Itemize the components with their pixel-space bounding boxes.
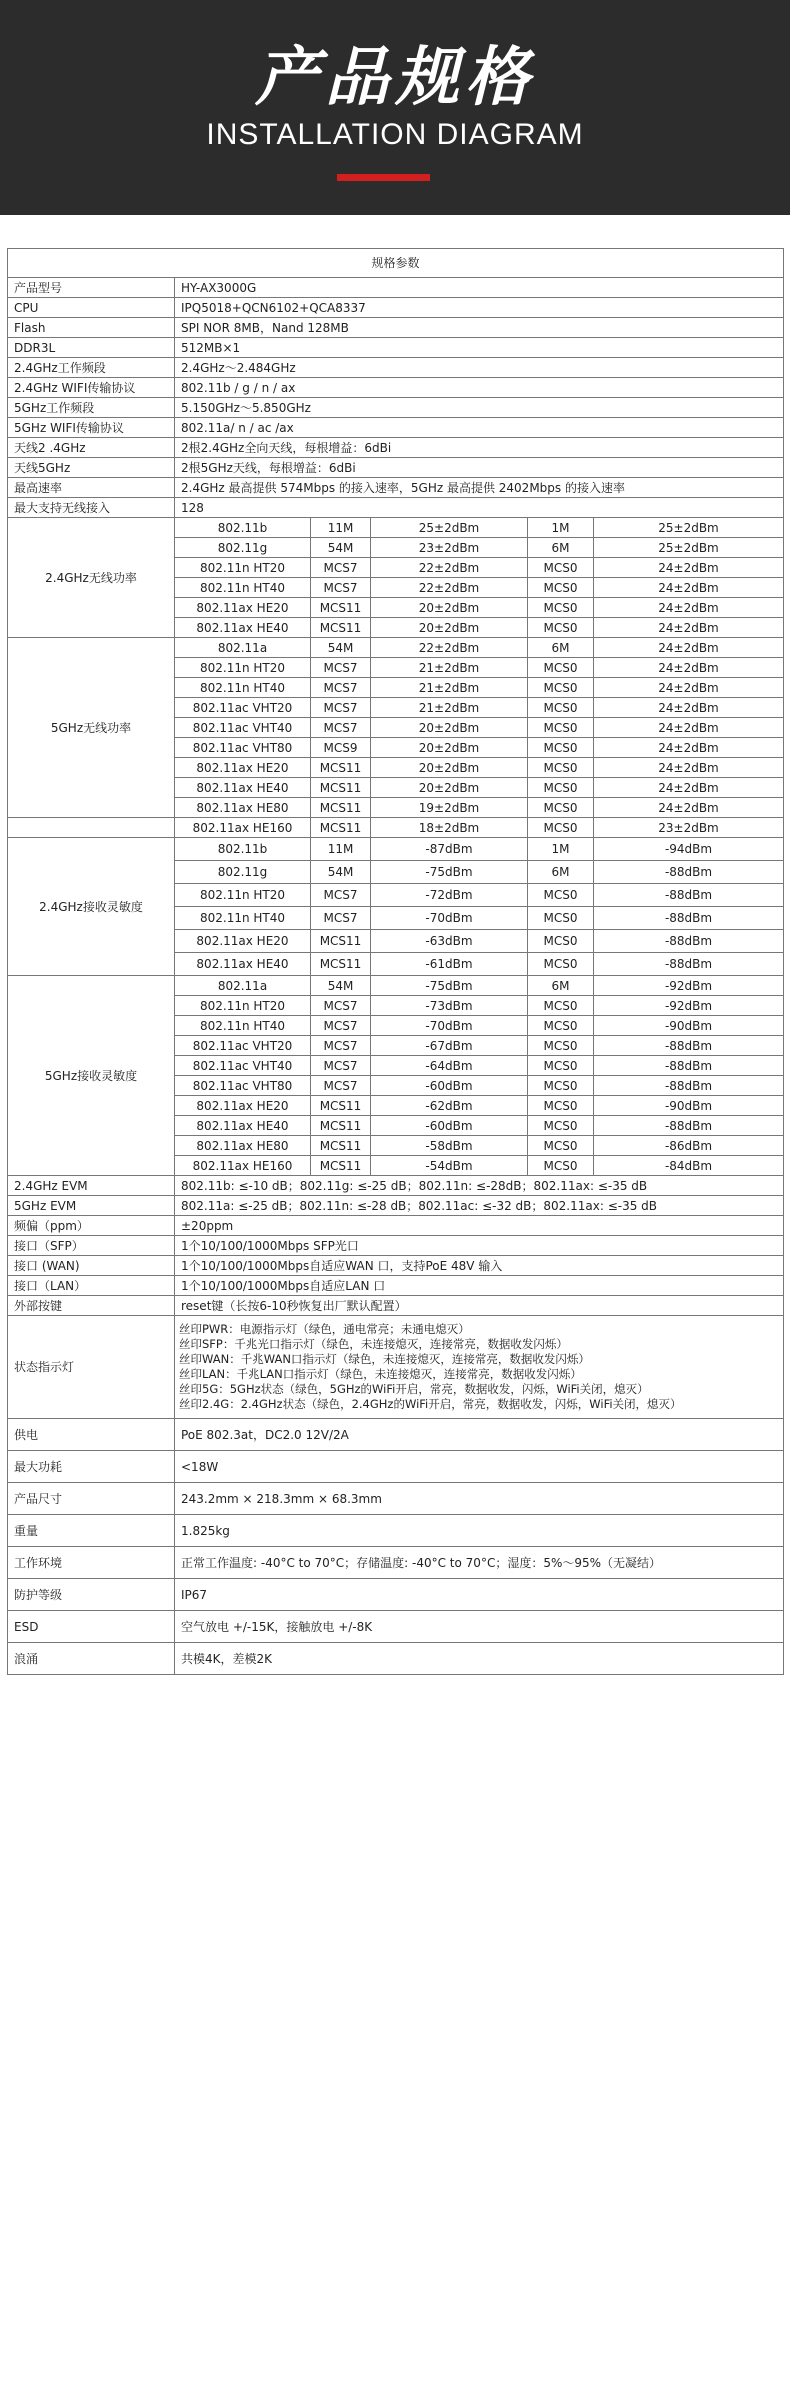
table-cell: 20±2dBm <box>371 738 528 758</box>
table-cell: MCS7 <box>311 698 371 718</box>
table-cell: 802.11ax HE40 <box>175 618 311 638</box>
table-cell: MCS11 <box>311 758 371 778</box>
row-value: IPQ5018+QCN6102+QCA8337 <box>175 298 784 318</box>
row-label: 最大支持无线接入 <box>8 498 175 518</box>
table-cell: -87dBm <box>371 838 528 861</box>
table-cell: -75dBm <box>371 861 528 884</box>
table-cell: 6M <box>528 976 594 996</box>
row-value: 2.4GHz 最高提供 574Mbps 的接入速率，5GHz 最高提供 2402Mbps 的接入速率 <box>175 478 784 498</box>
row-value: HY-AX3000G <box>175 278 784 298</box>
table-row <box>8 318 784 338</box>
table-cell: MCS7 <box>311 1076 371 1096</box>
table-row <box>8 1611 784 1643</box>
table-cell: 802.11b <box>175 838 311 861</box>
table-cell: -61dBm <box>371 953 528 976</box>
table-cell: 24±2dBm <box>594 698 784 718</box>
table-caption: 规格参数 <box>8 249 784 278</box>
row-label: CPU <box>8 298 175 318</box>
table-row <box>8 1236 784 1256</box>
row-label: ESD <box>8 1611 175 1643</box>
table-cell: 802.11ax HE20 <box>175 598 311 618</box>
row-label: 5GHz WIFI传输协议 <box>8 418 175 438</box>
table-cell: MCS0 <box>528 953 594 976</box>
table-cell: 54M <box>311 538 371 558</box>
table-cell: MCS0 <box>528 1036 594 1056</box>
table-cell: 802.11ac VHT40 <box>175 718 311 738</box>
table-cell: 802.11ac VHT80 <box>175 1076 311 1096</box>
table-cell: 802.11ax HE20 <box>175 1096 311 1116</box>
table-cell: 1M <box>528 838 594 861</box>
table-row <box>8 398 784 418</box>
row-value: 1个10/100/1000Mbps自适应WAN 口，支持PoE 48V 输入 <box>175 1256 784 1276</box>
row-label: 接口（LAN） <box>8 1276 175 1296</box>
table-cell: MCS0 <box>528 758 594 778</box>
row-label: 接口（SFP） <box>8 1236 175 1256</box>
row-label: 最高速率 <box>8 478 175 498</box>
table-cell: -90dBm <box>594 1096 784 1116</box>
table-cell: -60dBm <box>371 1076 528 1096</box>
row-value: SPI NOR 8MB，Nand 128MB <box>175 318 784 338</box>
table-cell: MCS11 <box>311 953 371 976</box>
table-cell: MCS7 <box>311 996 371 1016</box>
table-cell: 802.11a <box>175 976 311 996</box>
table-cell: 20±2dBm <box>371 758 528 778</box>
row-value: 802.11a: ≤-25 dB；802.11n: ≤-28 dB；802.11ac: ≤-32 dB；802.11ax: ≤-35 dB <box>175 1196 784 1216</box>
table-cell: 20±2dBm <box>371 598 528 618</box>
table-cell: 802.11n HT40 <box>175 578 311 598</box>
table-cell: MCS11 <box>311 1136 371 1156</box>
table-cell: MCS0 <box>528 818 594 838</box>
table-cell: MCS11 <box>311 1116 371 1136</box>
table-row <box>8 1419 784 1451</box>
table-cell: MCS0 <box>528 658 594 678</box>
table-cell: -64dBm <box>371 1056 528 1076</box>
row-label: 2.4GHz工作频段 <box>8 358 175 378</box>
table-cell: -70dBm <box>371 1016 528 1036</box>
table-cell: 24±2dBm <box>594 798 784 818</box>
row-label: 产品型号 <box>8 278 175 298</box>
spec-table <box>7 248 784 1675</box>
table-cell: 802.11ac VHT20 <box>175 698 311 718</box>
row-label: 接口 (WAN) <box>8 1256 175 1276</box>
table-cell: MCS11 <box>311 818 371 838</box>
table-cell: -88dBm <box>594 1076 784 1096</box>
table-cell: 802.11ax HE80 <box>175 798 311 818</box>
table-row <box>8 1176 784 1196</box>
row-label: 供电 <box>8 1419 175 1451</box>
table-cell: 802.11ax HE20 <box>175 930 311 953</box>
table-row <box>8 278 784 298</box>
table-cell: MCS11 <box>311 798 371 818</box>
table-cell: 802.11ax HE20 <box>175 758 311 778</box>
table-cell: 22±2dBm <box>371 558 528 578</box>
row-value: PoE 802.3at，DC2.0 12V/2A <box>175 1419 784 1451</box>
status-line: 丝印PWR：电源指示灯（绿色，通电常亮；未通电熄灭） <box>179 1322 470 1336</box>
table-cell: MCS0 <box>528 738 594 758</box>
table-cell: -88dBm <box>594 907 784 930</box>
row-label: DDR3L <box>8 338 175 358</box>
table-cell: -88dBm <box>594 861 784 884</box>
table-cell: -88dBm <box>594 1036 784 1056</box>
row-value: 1.825kg <box>175 1515 784 1547</box>
status-label: 状态指示灯 <box>8 1316 175 1419</box>
table-cell: MCS0 <box>528 1136 594 1156</box>
table-cell: MCS11 <box>311 778 371 798</box>
table-cell: 24±2dBm <box>594 598 784 618</box>
table-row <box>8 298 784 318</box>
accent-bar <box>337 174 430 181</box>
status-line: 丝印LAN：千兆LAN口指示灯（绿色，未连接熄灭，连接常亮，数据收发闪烁） <box>179 1367 582 1381</box>
table-cell: 24±2dBm <box>594 558 784 578</box>
table-cell: MCS7 <box>311 718 371 738</box>
table-cell: MCS0 <box>528 618 594 638</box>
table-cell: MCS7 <box>311 1036 371 1056</box>
table-cell: 802.11n HT40 <box>175 678 311 698</box>
table-cell: 802.11a <box>175 638 311 658</box>
table-row <box>8 378 784 398</box>
status-line: 丝印2.4G：2.4GHz状态（绿色，2.4GHz的WiFi开启，常亮，数据收发，闪烁，WiFi关闭，熄灭） <box>179 1397 682 1411</box>
row-value: 802.11b / g / n / ax <box>175 378 784 398</box>
table-cell: 802.11ac VHT40 <box>175 1056 311 1076</box>
table-cell: 11M <box>311 838 371 861</box>
table-caption-row <box>8 249 784 278</box>
table-cell: 802.11g <box>175 861 311 884</box>
group-label: 2.4GHz接收灵敏度 <box>8 838 175 976</box>
row-label: 2.4GHz EVM <box>8 1176 175 1196</box>
row-value: 512MB×1 <box>175 338 784 358</box>
row-label: Flash <box>8 318 175 338</box>
table-row <box>8 418 784 438</box>
table-cell: 24±2dBm <box>594 738 784 758</box>
table-cell: 6M <box>528 861 594 884</box>
table-cell: 6M <box>528 538 594 558</box>
table-cell: MCS0 <box>528 1056 594 1076</box>
row-label: 频偏（ppm） <box>8 1216 175 1236</box>
table-row <box>8 478 784 498</box>
table-cell: 22±2dBm <box>371 578 528 598</box>
table-row <box>8 1483 784 1515</box>
table-cell: 54M <box>311 976 371 996</box>
table-cell: -72dBm <box>371 884 528 907</box>
row-label: 重量 <box>8 1515 175 1547</box>
table-row <box>8 458 784 478</box>
table-row <box>8 1276 784 1296</box>
table-cell: MCS11 <box>311 598 371 618</box>
table-cell: -58dBm <box>371 1136 528 1156</box>
table-cell: MCS0 <box>528 678 594 698</box>
table-cell: MCS0 <box>528 1076 594 1096</box>
table-cell: -54dBm <box>371 1156 528 1176</box>
group-label: 2.4GHz无线功率 <box>8 518 175 638</box>
table-cell: MCS0 <box>528 558 594 578</box>
table-row <box>8 1216 784 1236</box>
row-label: 天线5GHz <box>8 458 175 478</box>
row-value: 空气放电 +/-15K，接触放电 +/-8K <box>175 1611 784 1643</box>
row-value: <18W <box>175 1451 784 1483</box>
table-cell: MCS11 <box>311 1096 371 1116</box>
table-cell: -75dBm <box>371 976 528 996</box>
table-row <box>8 838 784 861</box>
table-cell: -63dBm <box>371 930 528 953</box>
table-cell: 802.11ac VHT20 <box>175 1036 311 1056</box>
table-cell: 25±2dBm <box>594 538 784 558</box>
table-cell: MCS7 <box>311 884 371 907</box>
row-label: 防护等级 <box>8 1579 175 1611</box>
table-cell: 802.11n HT40 <box>175 907 311 930</box>
table-cell: MCS0 <box>528 1016 594 1036</box>
table-cell: 54M <box>311 638 371 658</box>
table-row <box>8 1515 784 1547</box>
table-cell: -94dBm <box>594 838 784 861</box>
table-cell: 6M <box>528 638 594 658</box>
table-cell: MCS7 <box>311 578 371 598</box>
table-cell: 20±2dBm <box>371 718 528 738</box>
table-cell: 19±2dBm <box>371 798 528 818</box>
table-cell: MCS7 <box>311 1056 371 1076</box>
table-cell: MCS7 <box>311 658 371 678</box>
row-value: 802.11a/ n / ac /ax <box>175 418 784 438</box>
table-cell: 21±2dBm <box>371 698 528 718</box>
row-label: 浪涌 <box>8 1643 175 1675</box>
row-label: 产品尺寸 <box>8 1483 175 1515</box>
table-row <box>8 1296 784 1316</box>
status-lights <box>175 1316 784 1419</box>
row-value: IP67 <box>175 1579 784 1611</box>
table-cell: MCS11 <box>311 1156 371 1176</box>
row-value: ±20ppm <box>175 1216 784 1236</box>
row-label: 天线2 .4GHz <box>8 438 175 458</box>
table-cell: 22±2dBm <box>371 638 528 658</box>
table-row <box>8 1196 784 1216</box>
table-cell: 802.11g <box>175 538 311 558</box>
table-cell: MCS0 <box>528 798 594 818</box>
table-cell: 21±2dBm <box>371 678 528 698</box>
table-cell: -88dBm <box>594 953 784 976</box>
table-cell: 24±2dBm <box>594 718 784 738</box>
table-cell: -88dBm <box>594 1056 784 1076</box>
row-label: 5GHz工作频段 <box>8 398 175 418</box>
table-cell: MCS0 <box>528 884 594 907</box>
table-cell: 24±2dBm <box>594 638 784 658</box>
table-cell: MCS0 <box>528 1156 594 1176</box>
table-cell: 24±2dBm <box>594 618 784 638</box>
table-cell: -84dBm <box>594 1156 784 1176</box>
table-cell: 802.11n HT40 <box>175 1016 311 1036</box>
table-cell: -86dBm <box>594 1136 784 1156</box>
table-cell: MCS9 <box>311 738 371 758</box>
table-cell: MCS7 <box>311 1016 371 1036</box>
table-cell: 11M <box>311 518 371 538</box>
spec-table-body <box>8 249 784 1675</box>
table-cell: MCS7 <box>311 558 371 578</box>
status-line: 丝印SFP：千兆光口指示灯（绿色，未连接熄灭，连接常亮，数据收发闪烁） <box>179 1337 568 1351</box>
table-cell: 23±2dBm <box>594 818 784 838</box>
table-cell: MCS0 <box>528 1116 594 1136</box>
table-row <box>8 1451 784 1483</box>
table-cell: MCS0 <box>528 718 594 738</box>
table-cell: 20±2dBm <box>371 778 528 798</box>
row-label: 工作环境 <box>8 1547 175 1579</box>
row-value: 802.11b: ≤-10 dB；802.11g: ≤-25 dB；802.11n: ≤-28dB；802.11ax: ≤-35 dB <box>175 1176 784 1196</box>
table-cell: 20±2dBm <box>371 618 528 638</box>
table-row <box>8 338 784 358</box>
table-cell: 23±2dBm <box>371 538 528 558</box>
table-cell: 802.11ax HE80 <box>175 1136 311 1156</box>
group-label: 5GHz接收灵敏度 <box>8 976 175 1176</box>
row-value: 2根2.4GHz全向天线，每根增益：6dBi <box>175 438 784 458</box>
table-cell: 18±2dBm <box>371 818 528 838</box>
table-cell: 802.11ax HE160 <box>175 818 311 838</box>
table-cell: MCS7 <box>311 678 371 698</box>
page-title: 产品规格 <box>255 41 535 115</box>
table-row <box>8 1256 784 1276</box>
table-cell: 24±2dBm <box>594 578 784 598</box>
row-value: 243.2mm × 218.3mm × 68.3mm <box>175 1483 784 1515</box>
blank-cell <box>8 818 175 838</box>
table-cell: -88dBm <box>594 930 784 953</box>
table-cell: -90dBm <box>594 1016 784 1036</box>
table-row <box>8 976 784 996</box>
status-line: 丝印5G：5GHz状态（绿色，5GHz的WiFi开启，常亮，数据收发，闪烁，WiFi关闭，熄灭） <box>179 1382 649 1396</box>
table-cell: 802.11n HT20 <box>175 996 311 1016</box>
table-cell: MCS0 <box>528 1096 594 1116</box>
row-value: 128 <box>175 498 784 518</box>
table-cell: 802.11n HT20 <box>175 658 311 678</box>
table-cell: 25±2dBm <box>371 518 528 538</box>
table-cell: -92dBm <box>594 976 784 996</box>
table-cell: -73dBm <box>371 996 528 1016</box>
page-subtitle: INSTALLATION DIAGRAM <box>206 118 584 151</box>
table-cell: MCS0 <box>528 996 594 1016</box>
row-value: 2.4GHz～2.484GHz <box>175 358 784 378</box>
table-cell: -62dBm <box>371 1096 528 1116</box>
table-cell: 802.11b <box>175 518 311 538</box>
row-value: 5.150GHz～5.850GHz <box>175 398 784 418</box>
group-label: 5GHz无线功率 <box>8 638 175 818</box>
table-cell: 54M <box>311 861 371 884</box>
table-cell: -92dBm <box>594 996 784 1016</box>
table-row <box>8 438 784 458</box>
table-row <box>8 818 784 838</box>
table-cell: 802.11ac VHT80 <box>175 738 311 758</box>
row-label: 外部按键 <box>8 1296 175 1316</box>
row-value: 2根5GHz天线，每根增益：6dBi <box>175 458 784 478</box>
table-cell: -67dBm <box>371 1036 528 1056</box>
table-cell: 24±2dBm <box>594 758 784 778</box>
row-label: 最大功耗 <box>8 1451 175 1483</box>
table-cell: MCS0 <box>528 778 594 798</box>
table-cell: 802.11ax HE40 <box>175 1116 311 1136</box>
table-cell: MCS0 <box>528 930 594 953</box>
table-cell: 802.11n HT20 <box>175 558 311 578</box>
table-cell: -70dBm <box>371 907 528 930</box>
table-cell: 802.11ax HE40 <box>175 953 311 976</box>
table-row <box>8 1547 784 1579</box>
table-row <box>8 1643 784 1675</box>
table-row <box>8 358 784 378</box>
table-cell: MCS0 <box>528 907 594 930</box>
table-cell: 802.11ax HE40 <box>175 778 311 798</box>
table-cell: MCS0 <box>528 698 594 718</box>
table-row <box>8 1579 784 1611</box>
row-label: 2.4GHz WIFI传输协议 <box>8 378 175 398</box>
row-value: 1个10/100/1000Mbps自适应LAN 口 <box>175 1276 784 1296</box>
row-label: 5GHz EVM <box>8 1196 175 1216</box>
header-banner <box>0 0 790 215</box>
table-cell: 24±2dBm <box>594 658 784 678</box>
table-cell: 21±2dBm <box>371 658 528 678</box>
status-line: 丝印WAN：千兆WAN口指示灯（绿色，未连接熄灭，连接常亮，数据收发闪烁） <box>179 1352 590 1366</box>
row-value: reset键（长按6-10秒恢复出厂默认配置） <box>175 1296 784 1316</box>
table-row <box>8 638 784 658</box>
table-cell: -88dBm <box>594 884 784 907</box>
table-row <box>8 1316 784 1419</box>
table-cell: MCS11 <box>311 618 371 638</box>
table-row <box>8 518 784 538</box>
table-cell: 24±2dBm <box>594 778 784 798</box>
table-cell: 25±2dBm <box>594 518 784 538</box>
row-value: 正常工作温度: -40°C to 70°C；存储温度: -40°C to 70°C；湿度：5%～95%（无凝结） <box>175 1547 784 1579</box>
row-value: 1个10/100/1000Mbps SFP光口 <box>175 1236 784 1256</box>
table-cell: 802.11n HT20 <box>175 884 311 907</box>
table-cell: -88dBm <box>594 1116 784 1136</box>
table-cell: MCS11 <box>311 930 371 953</box>
table-cell: MCS7 <box>311 907 371 930</box>
row-value: 共模4K，差模2K <box>175 1643 784 1675</box>
table-cell: -60dBm <box>371 1116 528 1136</box>
table-cell: 24±2dBm <box>594 678 784 698</box>
table-row <box>8 498 784 518</box>
table-cell: MCS0 <box>528 578 594 598</box>
table-cell: MCS0 <box>528 598 594 618</box>
table-cell: 802.11ax HE160 <box>175 1156 311 1176</box>
table-cell: 1M <box>528 518 594 538</box>
